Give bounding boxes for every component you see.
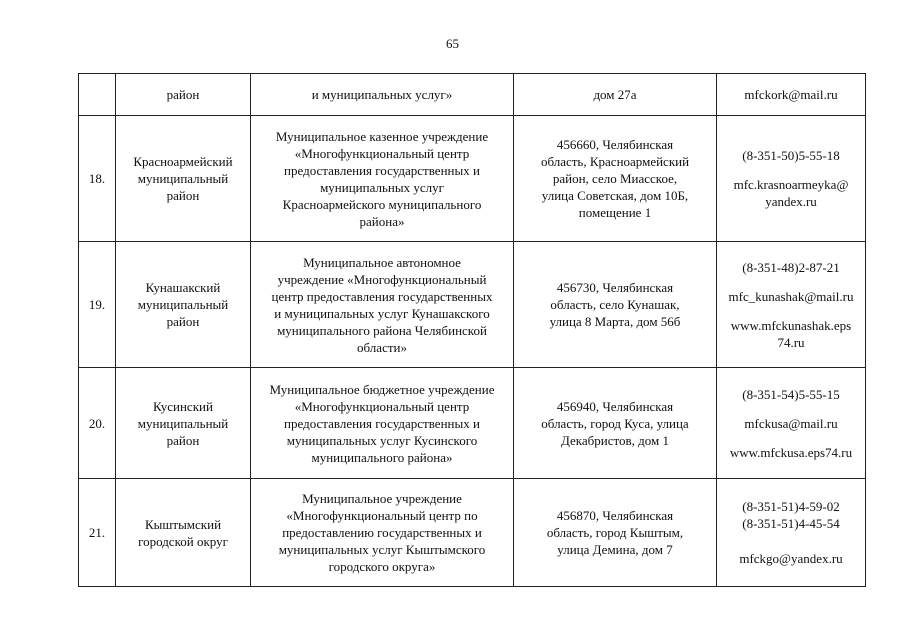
organization-cell: [251, 479, 514, 587]
organization-line: «Многофункциональный центр: [294, 398, 470, 414]
address-cell: [514, 116, 717, 242]
address-line: район, село Миасское,: [552, 171, 678, 186]
organization-line: предоставления государственных и: [284, 415, 480, 431]
address-line: 456730, Челябинская: [556, 280, 674, 295]
address-line: улица Демина, дом 7: [557, 542, 673, 557]
contact-cell: [717, 242, 866, 368]
district-line: Красноармейский: [133, 154, 233, 169]
district-cell: район: [116, 74, 251, 116]
address-line: область, город Куса, улица: [541, 415, 689, 431]
address-line: область, город Кыштым,: [546, 525, 684, 540]
organization-line: муниципального района»: [311, 449, 453, 465]
organization-line: Муниципальное бюджетное учреждение: [269, 381, 495, 397]
district-line: Кунашакский: [145, 280, 221, 295]
district-cell: [116, 116, 251, 242]
phone: (8-351-50)5-55-18: [742, 148, 840, 163]
contact-cell: mfckork@mail.ru: [717, 74, 866, 116]
address-cell: [514, 479, 717, 587]
organization-line: области»: [357, 339, 407, 355]
phone: (8-351-54)5-55-15: [742, 386, 840, 402]
organization-line: «Многофункциональный центр: [294, 145, 470, 161]
district-cell: [116, 242, 251, 368]
district-line: муниципальный: [137, 415, 229, 431]
email: mfckgo@yandex.ru: [739, 551, 843, 566]
organization-line: Муниципальное казенное учреждение: [275, 128, 489, 144]
district-line: район: [166, 188, 200, 203]
organization-line: «Многофункциональный центр по: [286, 508, 478, 523]
organization-line: Красноармейского муниципального: [282, 196, 482, 212]
district-line: городской округ: [138, 533, 228, 549]
organization-line: Муниципальное учреждение: [302, 491, 462, 506]
organization-cell: и муниципальных услуг»: [251, 74, 514, 116]
district-line: муниципальный: [137, 171, 229, 186]
row-number: 19.: [79, 242, 116, 368]
phone: (8-351-48)2-87-21: [742, 259, 840, 275]
organization-line: предоставления государственных и: [284, 162, 480, 178]
district-line: муниципальный: [137, 297, 229, 312]
table-row: [79, 242, 866, 368]
district-line: район: [166, 314, 200, 329]
organization-line: центр предоставления государственных: [271, 288, 493, 304]
page-number: 65: [446, 36, 459, 51]
district-cell: [116, 368, 251, 479]
email: mfckusa@mail.ru: [744, 415, 838, 431]
address-cell: [514, 242, 717, 368]
table-row: [79, 74, 866, 116]
district-line: Кусинский: [153, 398, 213, 414]
organization-cell: [251, 116, 514, 242]
phone: (8-351-51)4-45-54: [742, 516, 840, 531]
mfc-registry-table: [78, 73, 866, 587]
address-line: 456870, Челябинская: [556, 508, 674, 523]
organization-cell: [251, 368, 514, 479]
address-line: улица Советская, дом 10Б,: [541, 188, 689, 203]
organization-line: муниципальных услуг: [320, 179, 444, 195]
organization-line: муниципального района Челябинской: [277, 322, 487, 338]
address-cell: [514, 368, 717, 479]
address-line: 456940, Челябинская: [556, 398, 674, 414]
phone: (8-351-51)4-59-02: [742, 499, 840, 514]
table-row: [79, 368, 866, 479]
organization-line: Муниципальное автономное: [303, 254, 461, 270]
organization-line: предоставлению государственных и: [282, 525, 482, 540]
address-line: область, Красноармейский: [540, 154, 690, 169]
table-row: [79, 479, 866, 587]
address-line: область, село Кунашак,: [550, 297, 680, 312]
row-number: 18.: [79, 116, 116, 242]
address-line: помещение 1: [578, 205, 652, 220]
row-number: 20.: [79, 368, 116, 479]
district-line: район: [166, 432, 200, 448]
email: mfc_kunashak@mail.ru: [728, 288, 854, 304]
contact-cell: [717, 479, 866, 587]
website: www.mfckusa.eps74.ru: [729, 444, 853, 460]
organization-line: учреждение «Многофункциональный: [277, 271, 487, 287]
row-number-cell: [79, 74, 116, 116]
address-line: 456660, Челябинская: [556, 137, 674, 152]
organization-line: муниципальных услуг Кусинского: [286, 432, 478, 448]
address-cell: дом 27а: [514, 74, 717, 116]
row-number: 21.: [79, 479, 116, 587]
organization-cell: [251, 242, 514, 368]
district-cell: [116, 479, 251, 587]
contact-cell: [717, 368, 866, 479]
organization-line: муниципальных услуг Кыштымского: [278, 542, 486, 557]
website: www.mfckunashak.eps 74.ru: [730, 317, 852, 350]
email: mfc.krasnoarmeyka@ yandex.ru: [733, 177, 849, 209]
contact-cell: [717, 116, 866, 242]
address-line: улица 8 Марта, дом 56б: [549, 314, 681, 329]
organization-line: и муниципальных услуг Кунашакского: [274, 305, 490, 321]
organization-line: района»: [359, 213, 405, 229]
district-line: Кыштымский: [144, 516, 222, 532]
organization-line: городского округа»: [328, 559, 436, 574]
table-row: [79, 116, 866, 242]
address-line: Декабристов, дом 1: [560, 432, 670, 448]
